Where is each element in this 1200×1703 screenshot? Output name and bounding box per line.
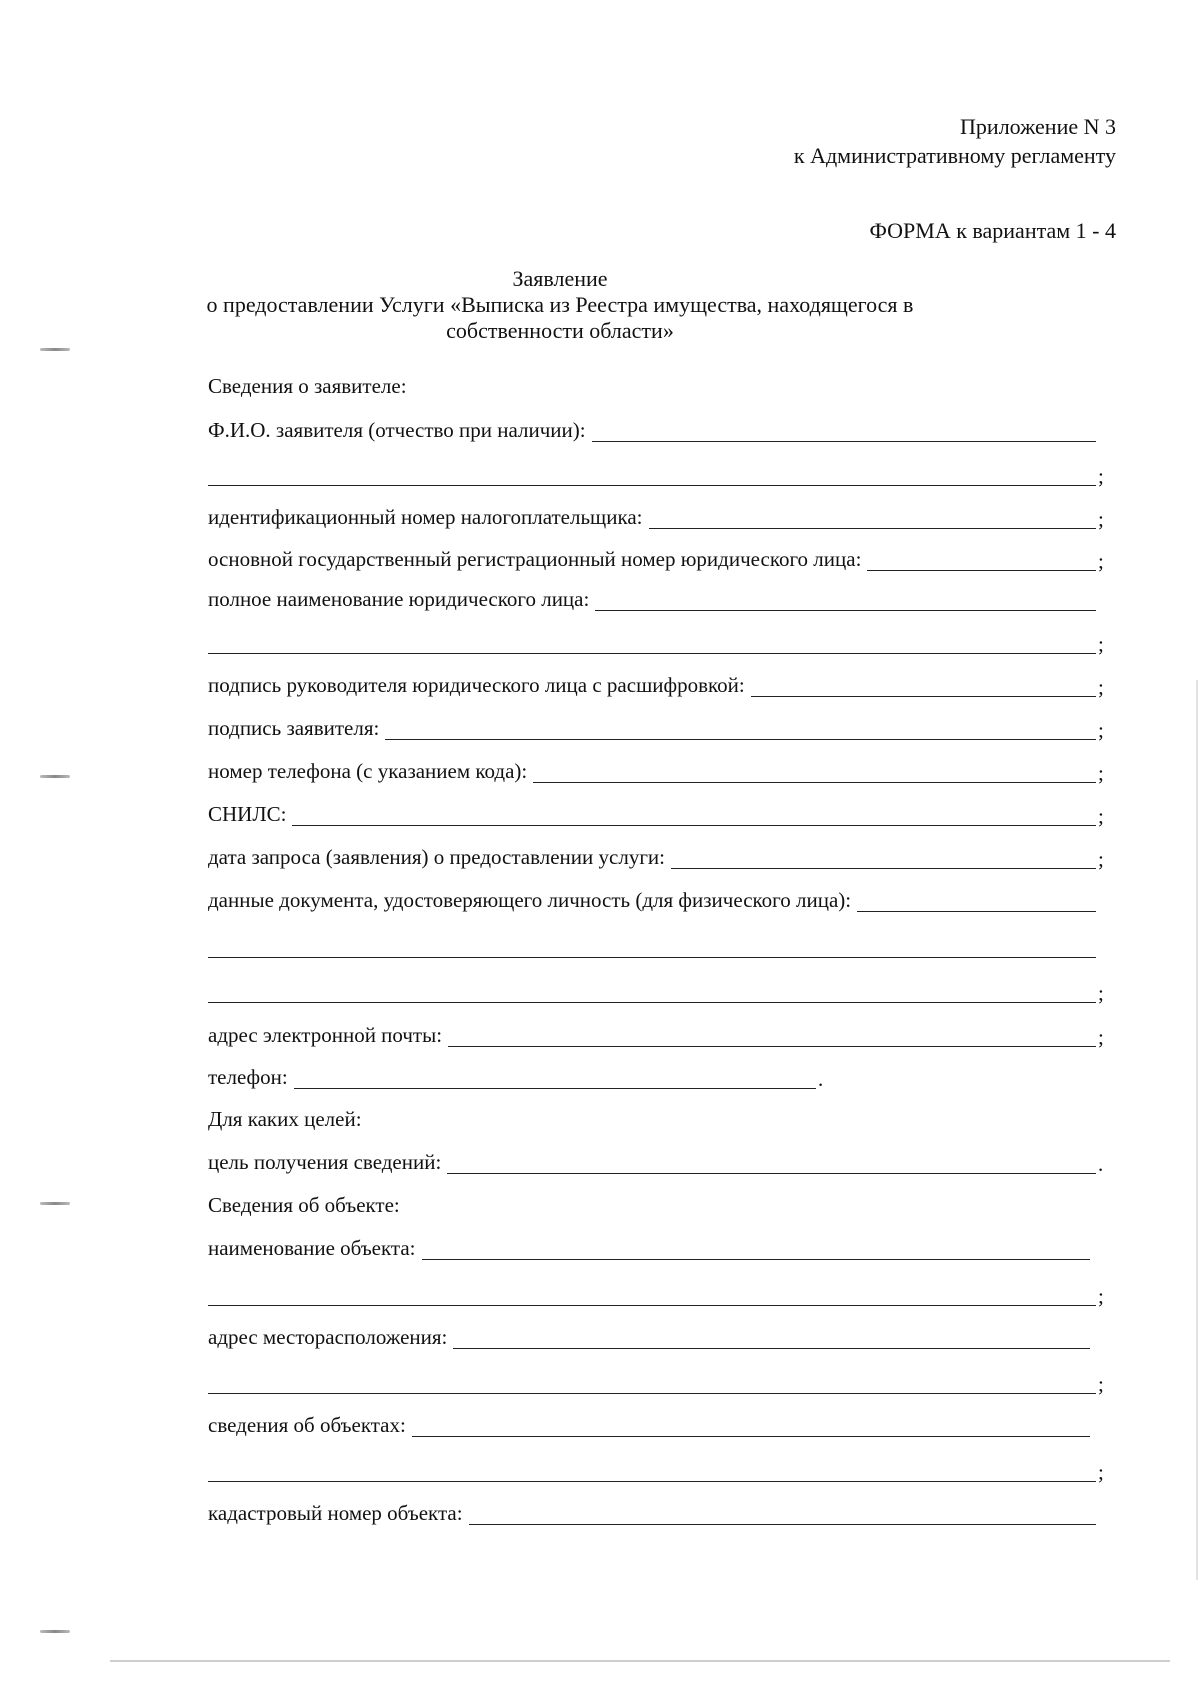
semicolon: ; xyxy=(1098,632,1104,656)
applicant-signature-row xyxy=(208,714,1108,744)
fio-label: Ф.И.О. заявителя (отчество при наличии): xyxy=(208,418,586,442)
object-name-label: наименование объекта: xyxy=(208,1236,416,1260)
semicolon: ; xyxy=(1098,507,1104,531)
period: . xyxy=(818,1067,824,1091)
id-document-field-continuation[interactable] xyxy=(208,957,1096,958)
period: . xyxy=(1098,1152,1104,1176)
id-document-label: данные документа, удостоверяющего личность (для физического лица): xyxy=(208,888,852,912)
binder-hole-mark xyxy=(40,348,70,351)
address-field[interactable] xyxy=(453,1348,1090,1349)
cadastral-label: кадастровый номер объекта: xyxy=(208,1501,463,1525)
applicant-section-heading: Сведения о заявителе: xyxy=(208,374,407,398)
fio-field[interactable] xyxy=(592,441,1096,442)
applicant-section xyxy=(208,372,1108,402)
appendix-reference: к Административному регламенту xyxy=(793,143,1116,168)
goal-row xyxy=(208,1148,1108,1178)
address-field-continuation[interactable] xyxy=(208,1393,1096,1394)
inn-label: идентификационный номер налогоплательщика: xyxy=(208,505,643,529)
binder-hole-mark xyxy=(40,1630,70,1633)
objects-info-label: сведения об объектах: xyxy=(208,1413,406,1437)
ogrn-field[interactable] xyxy=(867,570,1096,571)
binder-hole-mark xyxy=(40,775,70,778)
phone-code-row xyxy=(208,757,1108,787)
applicant-signature-label: подпись заявителя: xyxy=(208,716,380,740)
semicolon: ; xyxy=(1098,1025,1104,1049)
snils-row xyxy=(208,800,1108,830)
semicolon: ; xyxy=(1098,464,1104,488)
appendix-header xyxy=(794,112,1116,170)
title-subject-line1: о предоставлении Услуги «Выписка из Реестра имущества, находящегося в xyxy=(206,292,914,317)
inn-row xyxy=(208,503,1108,533)
semicolon: ; xyxy=(1098,718,1104,742)
phone-row xyxy=(208,1063,828,1093)
address-label: адрес месторасположения: xyxy=(208,1325,448,1349)
semicolon: ; xyxy=(1098,675,1104,699)
binder-hole-mark xyxy=(40,1202,70,1205)
head-signature-field[interactable] xyxy=(751,696,1096,697)
cadastral-field[interactable] xyxy=(469,1524,1096,1525)
snils-field[interactable] xyxy=(292,825,1096,826)
fio-continuation-row xyxy=(208,460,1108,490)
org-name-field-continuation[interactable] xyxy=(208,653,1096,654)
email-label: адрес электронной почты: xyxy=(208,1023,443,1047)
object-name-row xyxy=(208,1234,1108,1264)
email-row xyxy=(208,1021,1108,1051)
id-document-field[interactable] xyxy=(857,911,1096,912)
inn-field[interactable] xyxy=(649,528,1096,529)
objects-info-continuation-row xyxy=(208,1456,1108,1486)
ogrn-label: основной государственный регистрационный номер юридического лица: xyxy=(208,547,862,571)
object-name-field[interactable] xyxy=(422,1259,1090,1260)
goal-field[interactable] xyxy=(447,1173,1096,1174)
semicolon: ; xyxy=(1098,981,1104,1005)
fio-row xyxy=(208,416,1108,446)
snils-label: СНИЛС: xyxy=(208,802,287,826)
objects-info-field[interactable] xyxy=(412,1436,1090,1437)
purpose-section xyxy=(208,1105,1108,1135)
semicolon: ; xyxy=(1098,1284,1104,1308)
phone-code-label: номер телефона (с указанием кода): xyxy=(208,759,528,783)
request-date-label: дата запроса (заявления) о предоставлении услуги: xyxy=(208,845,666,869)
applicant-signature-field[interactable] xyxy=(385,739,1096,740)
appendix-number: Приложение N 3 xyxy=(960,114,1116,139)
objects-info-row xyxy=(208,1411,1108,1441)
id-document-field-continuation[interactable] xyxy=(208,1002,1096,1003)
request-date-field[interactable] xyxy=(671,868,1096,869)
form-variant-tag: ФОРМА к вариантам 1 - 4 xyxy=(869,218,1116,243)
semicolon: ; xyxy=(1098,847,1104,871)
phone-field[interactable] xyxy=(294,1088,816,1089)
objects-info-field-continuation[interactable] xyxy=(208,1481,1096,1482)
title-word: Заявление xyxy=(512,266,608,291)
phone-label: телефон: xyxy=(208,1065,288,1089)
phone-code-field[interactable] xyxy=(533,782,1096,783)
org-name-continuation-row xyxy=(208,628,1108,658)
id-document-row xyxy=(208,886,1108,916)
page-bottom-edge xyxy=(110,1660,1170,1662)
org-name-label: полное наименование юридического лица: xyxy=(208,587,590,611)
org-name-row xyxy=(208,585,1108,615)
id-document-continuation-row-1 xyxy=(208,932,1108,962)
semicolon: ; xyxy=(1098,761,1104,785)
address-continuation-row xyxy=(208,1368,1108,1398)
semicolon: ; xyxy=(1098,549,1104,573)
object-name-continuation-row xyxy=(208,1280,1108,1310)
semicolon: ; xyxy=(1098,804,1104,828)
head-signature-label: подпись руководителя юридического лица с расшифровкой: xyxy=(208,673,745,697)
ogrn-row xyxy=(208,545,1108,575)
semicolon: ; xyxy=(1098,1372,1104,1396)
org-name-field[interactable] xyxy=(595,610,1096,611)
id-document-continuation-row-2 xyxy=(208,977,1108,1007)
title-subject-line2: собственности области» xyxy=(446,318,674,343)
goal-label: цель получения сведений: xyxy=(208,1150,442,1174)
object-name-field-continuation[interactable] xyxy=(208,1305,1096,1306)
email-field[interactable] xyxy=(448,1046,1096,1047)
object-section-heading: Сведения об объекте: xyxy=(208,1193,400,1217)
document-title xyxy=(200,266,920,344)
semicolon: ; xyxy=(1098,1460,1104,1484)
request-date-row xyxy=(208,843,1108,873)
page-right-edge xyxy=(1196,680,1198,1580)
fio-field-continuation[interactable] xyxy=(208,485,1096,486)
address-row xyxy=(208,1323,1108,1353)
head-signature-row xyxy=(208,671,1108,701)
object-section xyxy=(208,1191,1108,1221)
cadastral-row xyxy=(208,1499,1108,1529)
purpose-heading: Для каких целей: xyxy=(208,1107,362,1131)
